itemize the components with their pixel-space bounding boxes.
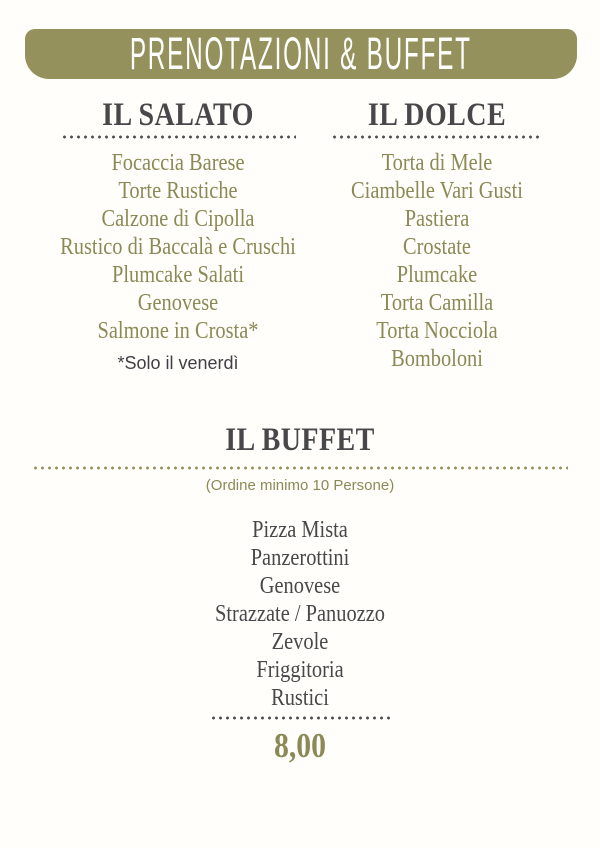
menu-item: Plumcake Salati: [111, 262, 244, 288]
dotted-divider: [210, 716, 390, 720]
buffet-price: 8,00: [273, 726, 327, 765]
dotted-divider: [331, 135, 543, 139]
menu-item: Panzerottini: [250, 545, 350, 571]
dotted-divider: [32, 466, 568, 470]
menu-item: Calzone di Cipolla: [101, 206, 255, 232]
dolce-title: IL DOLCE: [367, 97, 507, 133]
menu-item: Torta Nocciola: [376, 318, 498, 344]
menu-item: Rustici: [271, 685, 329, 711]
section-salato: [28, 95, 328, 374]
section-dolce: [287, 95, 587, 373]
menu-item: Crostate: [403, 234, 471, 260]
buffet-title: IL BUFFET: [225, 422, 375, 458]
menu-item: Pizza Mista: [252, 517, 348, 543]
menu-item: Bomboloni: [391, 346, 483, 372]
salato-title: IL SALATO: [102, 97, 254, 133]
menu-item: Strazzate / Panuozzo: [215, 601, 385, 627]
menu-item: Rustico di Baccalà e Cruschi: [60, 234, 296, 260]
salato-footnote: *Solo il venerdì: [117, 353, 239, 373]
menu-item: Torta Camilla: [380, 290, 494, 316]
menu-item: Torte Rustiche: [118, 178, 238, 204]
buffet-list: [0, 516, 600, 712]
dotted-divider: [61, 135, 296, 139]
menu-item: Pastiera: [404, 206, 470, 232]
menu-item: Genovese: [137, 290, 219, 316]
menu-item: Genovese: [259, 573, 341, 599]
banner: [25, 29, 577, 79]
menu-item: Friggitoria: [256, 657, 344, 683]
menu-item: Torta di Mele: [381, 150, 493, 176]
menu-item: Zevole: [271, 629, 329, 655]
buffet-minimum-note: (Ordine minimo 10 Persone): [205, 477, 395, 494]
menu-item: Ciambelle Vari Gusti: [351, 178, 523, 204]
dolce-list: [287, 149, 587, 373]
menu-item: Focaccia Barese: [111, 150, 245, 176]
salato-list: [28, 149, 328, 345]
menu-item: Salmone in Crosta*: [97, 318, 259, 344]
menu-item: Plumcake: [396, 262, 478, 288]
section-buffet: [0, 420, 600, 764]
banner-title: PRENOTAZIONI & BUFFET: [130, 28, 472, 79]
